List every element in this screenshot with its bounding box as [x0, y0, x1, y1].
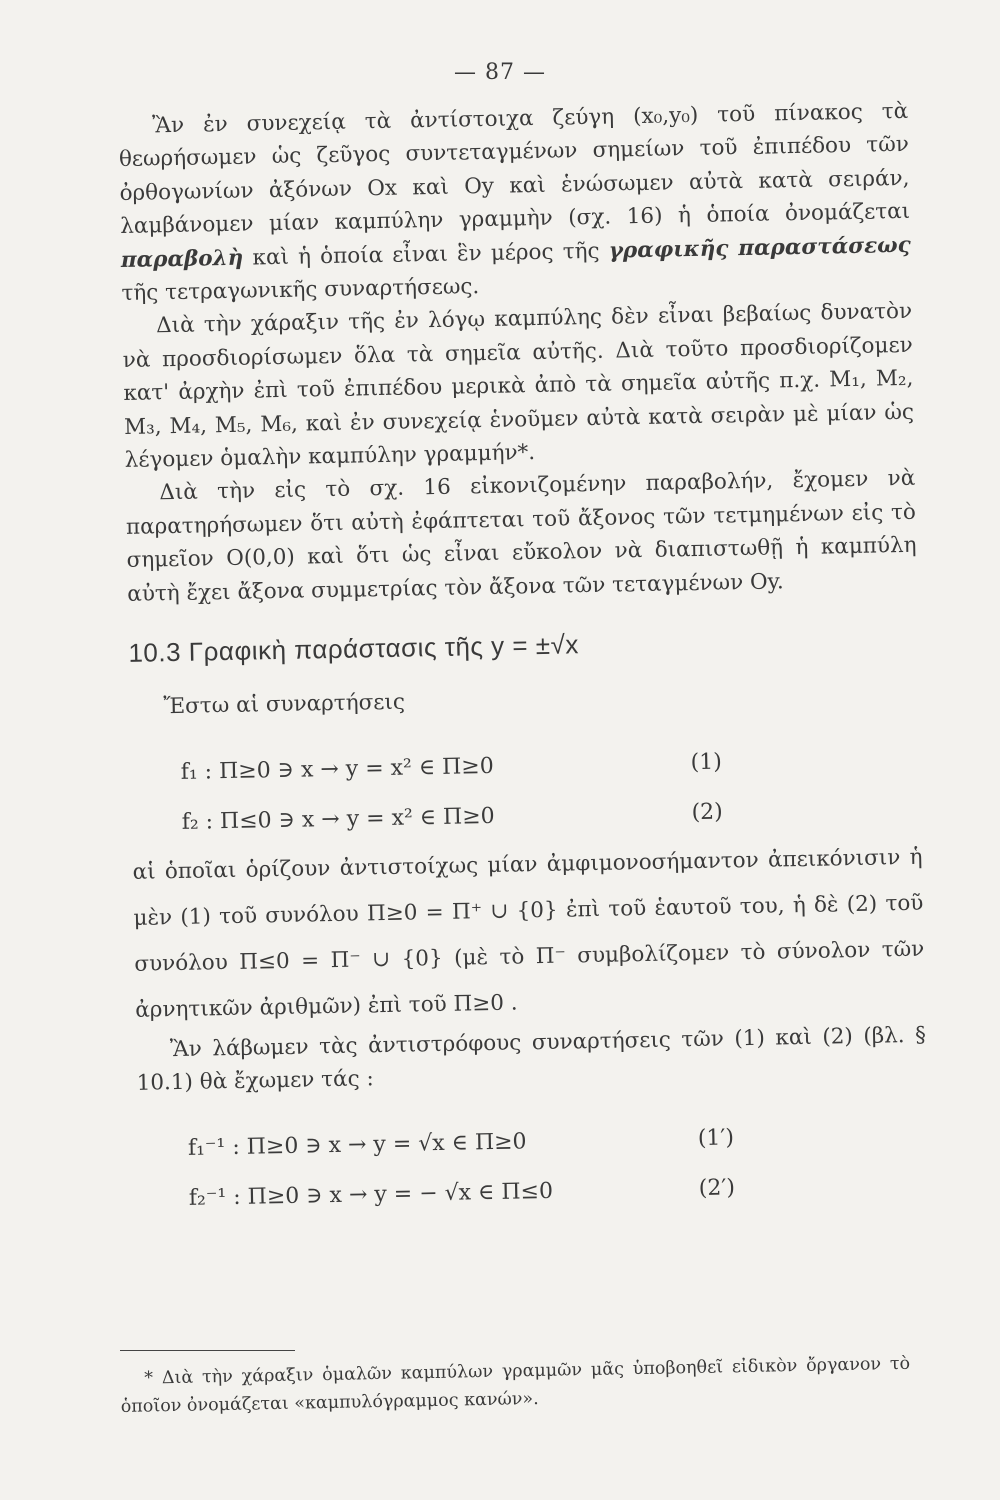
term-parabola: παραβολὴ	[120, 245, 244, 273]
paragraph-plotting: Διὰ τὴν χάραξιν τῆς ἐν λόγῳ καμπύλης δὲν εἶναι βεβαίως δυνατὸν νὰ προσδιορίσωμεν ὅλα τὰ σημεῖα αὐτῆς. Διὰ τοῦτο προσδιορίζομεν κατ' ἀρχὴν ἐπὶ τοῦ ἐπιπέδου μερικὰ ἀπὸ τὰ σημεῖα αὐτῆς π.χ. M₁, M₂, M₃, M₄, M₅, M₆, καὶ ἐν συνεχείᾳ ἑνοῦμεν αὐτὰ κατὰ σειρὰν μὲ μίαν ὡς λέγομεν ὁμαλὴν καμπύλην γραμμήν*.	[122, 299, 915, 473]
formula-1	[130, 735, 921, 792]
formula-1-expression: f₁ : Π≥0 ∋ x → y = x² ∈ Π≥0	[180, 753, 494, 785]
formula-2-inverse	[138, 1161, 929, 1218]
section-heading	[128, 622, 918, 671]
footnote-rule	[120, 1350, 295, 1351]
formula-2-expression: f₂ : Π≤0 ∋ x → y = x² ∈ Π≥0	[181, 803, 495, 835]
section-number: 10.3	[128, 636, 182, 668]
paragraph-parabola	[118, 95, 912, 311]
formula-1-inverse	[138, 1111, 929, 1168]
main-text	[118, 95, 929, 1227]
footnote-text: * Διὰ τὴν χάραξιν ὁμαλῶν καμπύλων γραμμῶν μᾶς ὑποβοηθεῖ εἰδικὸν ὄργανον τὸ ὁποῖον ὀνομάζεται «καμπυλόγραμμος κανών».	[120, 1353, 911, 1417]
formula-2-inverse-label: (2′)	[698, 1175, 736, 1202]
paragraph-bijection: αἱ ὁποῖαι ὁρίζουν ἀντιστοίχως μίαν ἀμφιμονοσήμαντον ἀπεικόνισιν ἡ μὲν (1) τοῦ συνόλου Π≥0 = Π⁺ ∪ {0} ἐπὶ τοῦ ἑαυτοῦ του, ἡ δὲ (2) τοῦ συνόλου Π≤0 = Π⁻ ∪ {0} (μὲ τὸ Π⁻ συμβολίζομεν τὸ σύνολον τῶν ἀρνητικῶν ἀριθμῶν) ἐπὶ τοῦ Π≥0 .	[132, 844, 925, 1023]
formula-1-inverse-label: (1′)	[697, 1125, 735, 1152]
section-title: Γραφικὴ παράστασις τῆς y = ±√x	[188, 629, 580, 667]
formula-2-inverse-expression: f₂⁻¹ : Π≥0 ∋ x → y = − √x ∈ Π≤0	[188, 1179, 554, 1212]
formula-2-label: (2)	[691, 799, 723, 825]
paragraph-symmetry: Διὰ τὴν εἰς τὸ σχ. 16 εἰκονιζομένην παραβολήν, ἔχομεν νὰ παρατηρήσωμεν ὅτι αὐτὴ ἐφάπτεται τοῦ ἄξονος τῶν τετμημένων εἰς τὸ σημεῖον O(0,0) καὶ ὅτι ὡς εἶναι εὔκολον νὰ διαπιστωθῇ ἡ καμπύλη αὐτὴ ἔχει ἄξονα συμμετρίας τὸν ἄξονα τῶν τεταγμένων Oy.	[125, 466, 917, 607]
formula-2	[131, 785, 922, 842]
paragraph-parabola-end: τῆς τετραγωνικῆς συναρτήσεως.	[121, 274, 480, 306]
paragraph-parabola-start: Ἂν ἐν συνεχείᾳ τὰ ἀντίστοιχα ζεύγη (x₀,y₀) τοῦ πίνακος τὰ θεωρήσωμεν ὡς ζεῦγος συντεταγμένων σημείων τοῦ ἐπιπέδου τῶν ὀρθογωνίων ἀξόνων Ox καὶ Oy καὶ ἑνώσωμεν αὐτὰ κατὰ σειράν, λαμβάνομεν μίαν καμπύλην γραμμὴν (σχ. 16) ἡ ὁποία ὀνομάζεται	[118, 98, 911, 240]
term-graphical-representation: γραφικῆς παραστάσεως	[608, 232, 911, 264]
page-number: — 87 —	[454, 60, 546, 85]
paragraph-parabola-mid: καὶ ἡ ὁποία εἶναι ἓν μέρος τῆς	[252, 238, 600, 271]
footnote	[120, 1350, 911, 1421]
paragraph-let: Ἔστω αἱ συναρτήσεις	[163, 689, 406, 719]
formula-1-inverse-expression: f₁⁻¹ : Π≥0 ∋ x → y = √x ∈ Π≥0	[187, 1129, 527, 1162]
paragraph-inverse: Ἂν λάβωμεν τὰς ἀντιστρόφους συναρτήσεις τῶν (1) καὶ (2) (βλ. § 10.1) θὰ ἔχωμεν τάς :	[136, 1022, 927, 1097]
formula-1-label: (1)	[690, 749, 723, 775]
